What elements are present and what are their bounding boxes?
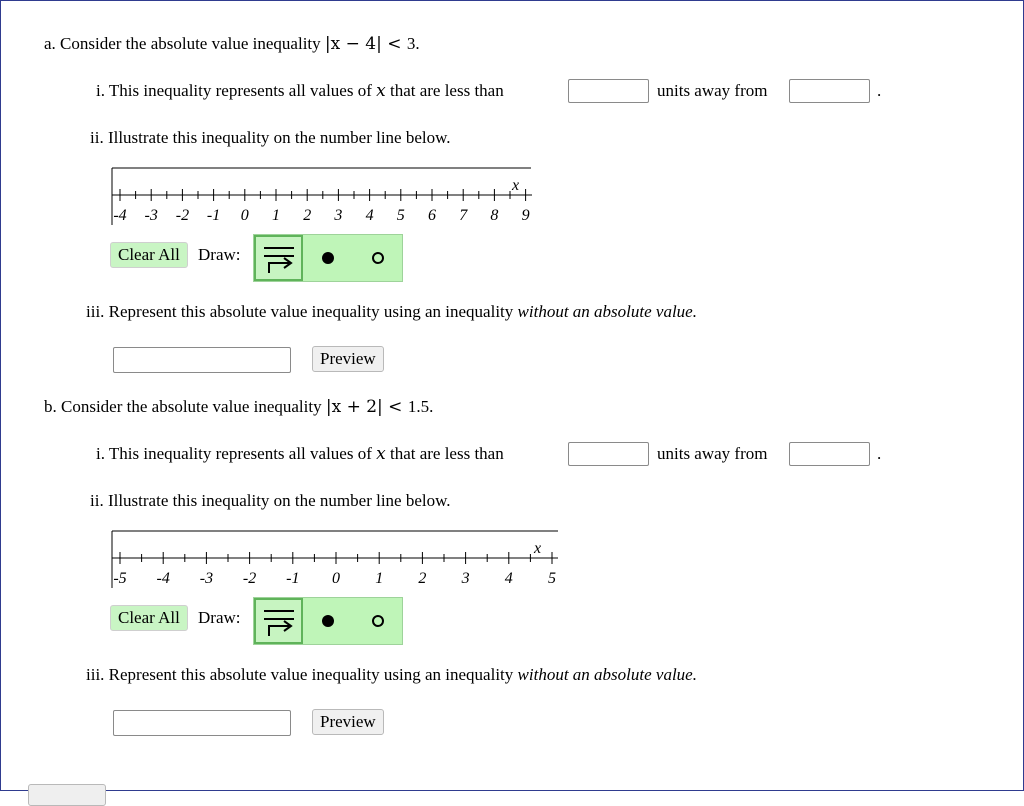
part-b-draw-toolbox xyxy=(253,597,403,645)
part-a-axis-tick-label: 9 xyxy=(521,207,530,224)
part-b-preview-button[interactable]: Preview xyxy=(312,709,384,735)
part-b-q3 xyxy=(86,665,697,685)
part-a-inequality-rhs: 3. xyxy=(406,34,420,53)
part-a-q1-mid: that are less than xyxy=(389,81,504,100)
part-b-axis-tick-label: -4 xyxy=(156,570,170,587)
part-a-axis-tick-label: -3 xyxy=(144,207,158,224)
part-b-axis-tick-label: 0 xyxy=(332,570,340,587)
part-a-ray-tool[interactable] xyxy=(254,235,303,281)
closed-dot-icon xyxy=(303,235,353,281)
part-a-q3-italic: without an absolute value. xyxy=(517,302,697,321)
part-a-distance-input[interactable] xyxy=(568,79,649,103)
part-a-axis-var-label: x xyxy=(512,177,520,194)
part-a-period: . xyxy=(877,81,882,100)
part-a-axis-tick-label: 7 xyxy=(459,207,468,224)
part-a-inequality-op: < xyxy=(381,34,407,54)
part-a-q1-var: x xyxy=(376,81,386,101)
part-b-q1-var: x xyxy=(376,444,386,464)
part-a-closed-dot-tool[interactable] xyxy=(303,235,352,281)
part-a-axis-tick-label: 0 xyxy=(240,207,249,224)
open-dot-icon xyxy=(353,598,403,644)
part-b-q2-text: ii. Illustrate this inequality on the number line below. xyxy=(90,491,451,510)
part-a-axis-tick-label: 5 xyxy=(396,207,405,224)
part-b-axis-tick-label: -1 xyxy=(286,570,300,587)
part-b-q3-italic: without an absolute value. xyxy=(517,665,697,684)
open-dot-icon xyxy=(353,235,403,281)
part-a-preview-button[interactable]: Preview xyxy=(312,346,384,372)
part-b-units-label: units away from xyxy=(657,444,768,463)
part-a-inequality xyxy=(325,34,407,54)
part-b-inequality-op: < xyxy=(382,397,408,417)
part-a-prompt-text: a. Consider the absolute value inequality xyxy=(44,34,321,53)
part-b-axis-tick-label: 2 xyxy=(418,570,427,587)
part-a-inequality-lhs: |x − 4| xyxy=(324,34,382,54)
part-b-prompt-text: b. Consider the absolute value inequality xyxy=(44,397,322,416)
part-a-q1 xyxy=(96,81,504,101)
part-b-axis-tick-label: -2 xyxy=(242,570,257,587)
part-a-number-line[interactable] xyxy=(108,165,538,230)
ray-tool-icon xyxy=(256,237,302,281)
part-a-axis-tick-label: 4 xyxy=(365,207,374,224)
part-b-q1-mid: that are less than xyxy=(389,444,504,463)
part-b-ray-tool[interactable] xyxy=(254,598,303,644)
part-b-open-dot-tool[interactable] xyxy=(353,598,402,644)
part-b-number-line[interactable] xyxy=(108,528,563,593)
part-b-axis-tick-label: 5 xyxy=(548,570,556,587)
part-b-distance-input[interactable] xyxy=(568,442,649,466)
part-b-center-input[interactable] xyxy=(789,442,870,466)
part-a-q3 xyxy=(86,302,697,322)
ray-tool-icon xyxy=(256,600,302,644)
part-b-clear-all-button[interactable]: Clear All xyxy=(110,605,188,631)
part-a-axis-tick-label: 3 xyxy=(334,207,343,224)
part-b-axis-tick-label: -3 xyxy=(199,570,214,587)
part-a-axis-tick-label: 2 xyxy=(303,207,312,224)
part-b-axis-tick-label: -5 xyxy=(113,570,127,587)
submit-button-partial[interactable] xyxy=(28,784,106,806)
part-a-open-dot-tool[interactable] xyxy=(353,235,402,281)
part-b-prompt xyxy=(44,397,433,417)
part-b-axis-var-label: x xyxy=(534,540,542,557)
part-b-inequality xyxy=(326,397,408,417)
part-a-answer-input[interactable] xyxy=(113,347,291,373)
part-a-axis-tick-label: 8 xyxy=(490,207,499,224)
part-a-q3-text: iii. Represent this absolute value inequality using an inequality xyxy=(86,302,514,321)
part-a-axis-tick-label: -2 xyxy=(175,207,190,224)
closed-dot-icon xyxy=(303,598,353,644)
part-b-q1-text: i. This inequality represents all values of xyxy=(96,444,372,463)
part-b-axis-tick-label: 4 xyxy=(504,570,513,587)
part-b-axis-tick-label: 3 xyxy=(461,570,470,587)
part-a-axis-tick-label: 1 xyxy=(272,207,280,224)
part-b-period: . xyxy=(877,444,882,463)
part-a-axis-tick-label: -1 xyxy=(206,207,221,224)
part-a-draw-toolbox xyxy=(253,234,403,282)
part-b-q3-text: iii. Represent this absolute value inequality using an inequality xyxy=(86,665,514,684)
part-a-prompt xyxy=(44,34,420,54)
part-a-draw-label: Draw: xyxy=(198,245,241,264)
part-a-q1-text: i. This inequality represents all values of xyxy=(96,81,372,100)
part-b-answer-input[interactable] xyxy=(113,710,291,736)
part-b-q1 xyxy=(96,444,504,464)
part-b-inequality-lhs: |x + 2| xyxy=(325,397,383,417)
part-b-closed-dot-tool[interactable] xyxy=(303,598,352,644)
part-a-units-label: units away from xyxy=(657,81,768,100)
part-a-center-input[interactable] xyxy=(789,79,870,103)
part-b-axis-tick-label: 1 xyxy=(375,570,384,587)
part-a-axis-tick-label: 6 xyxy=(428,207,436,224)
part-a-clear-all-button[interactable]: Clear All xyxy=(110,242,188,268)
part-a-axis-tick-label: -4 xyxy=(113,207,127,224)
part-b-draw-label: Draw: xyxy=(198,608,241,627)
part-b-inequality-rhs: 1.5. xyxy=(407,397,434,416)
part-a-q2-text: ii. Illustrate this inequality on the number line below. xyxy=(90,128,451,147)
